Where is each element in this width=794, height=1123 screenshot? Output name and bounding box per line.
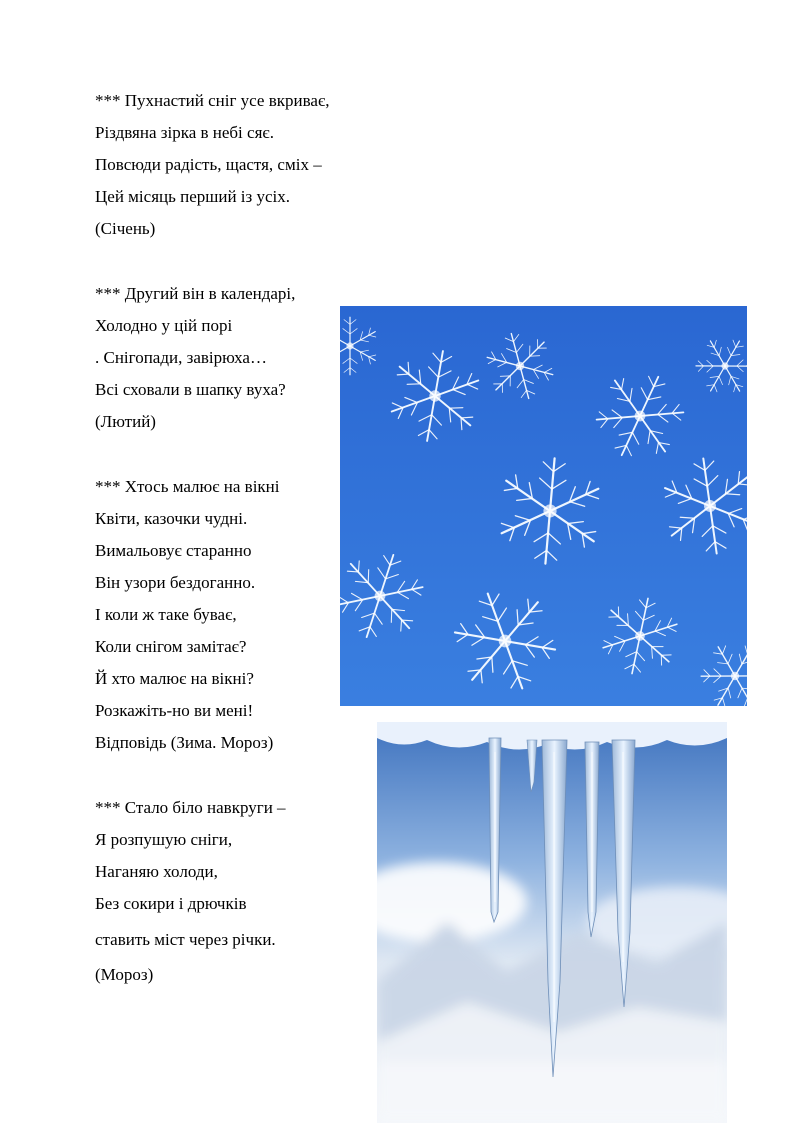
riddle-4-line-1: *** Стало біло навкруги –	[95, 798, 286, 817]
riddle-2-line-4: Всі сховали в шапку вуха?	[95, 380, 286, 399]
icicles-image	[377, 722, 727, 1123]
riddle-3-line-3: Вимальовує старанно	[95, 541, 252, 560]
riddle-4-line-2: Я розпушую сніги,	[95, 830, 233, 849]
riddle-4-line-4: Без сокири і дрючків	[95, 894, 247, 913]
riddle-1-line-2: Різдвяна зірка в небі сяє.	[95, 123, 274, 142]
riddle-4-answer: (Мороз)	[95, 965, 154, 984]
riddle-3-line-2: Квіти, казочки чудні.	[95, 509, 248, 528]
riddle-1-line-3: Повсюди радість, щастя, сміх –	[95, 155, 322, 174]
riddle-3-line-8: Розкажіть-но ви мені!	[95, 701, 254, 720]
frost-pattern-image	[340, 306, 747, 706]
riddle-2-answer: (Лютий)	[95, 412, 156, 431]
frost-pattern-icon	[340, 306, 747, 706]
riddle-3-line-4: Він узори бездоганно.	[95, 573, 256, 592]
riddle-3-line-7: Й хто малює на вікні?	[95, 669, 254, 688]
riddle-1-answer: (Січень)	[95, 219, 156, 238]
riddle-3-line-5: І коли ж таке буває,	[95, 605, 237, 624]
icicles-icon	[377, 722, 727, 1123]
riddle-2-line-2: Холодно у цій порі	[95, 316, 233, 335]
riddle-1-line-4: Цей місяць перший із усіх.	[95, 187, 291, 206]
riddle-2-line-1: *** Другий він в календарі,	[95, 284, 296, 303]
riddle-3-line-6: Коли снігом замітає?	[95, 637, 247, 656]
riddle-4-line-3: Наганяю холоди,	[95, 862, 218, 881]
riddle-3-line-1: *** Хтось малює на вікні	[95, 477, 280, 496]
riddle-3-answer: Відповідь (Зима. Мороз)	[95, 733, 274, 752]
riddle-4-line-5: ставить міст через річки.	[95, 930, 276, 949]
riddle-1-line-1: *** Пухнастий сніг усе вкриває,	[95, 91, 330, 110]
riddle-2-line-3: . Снігопади, завірюха…	[95, 348, 267, 367]
